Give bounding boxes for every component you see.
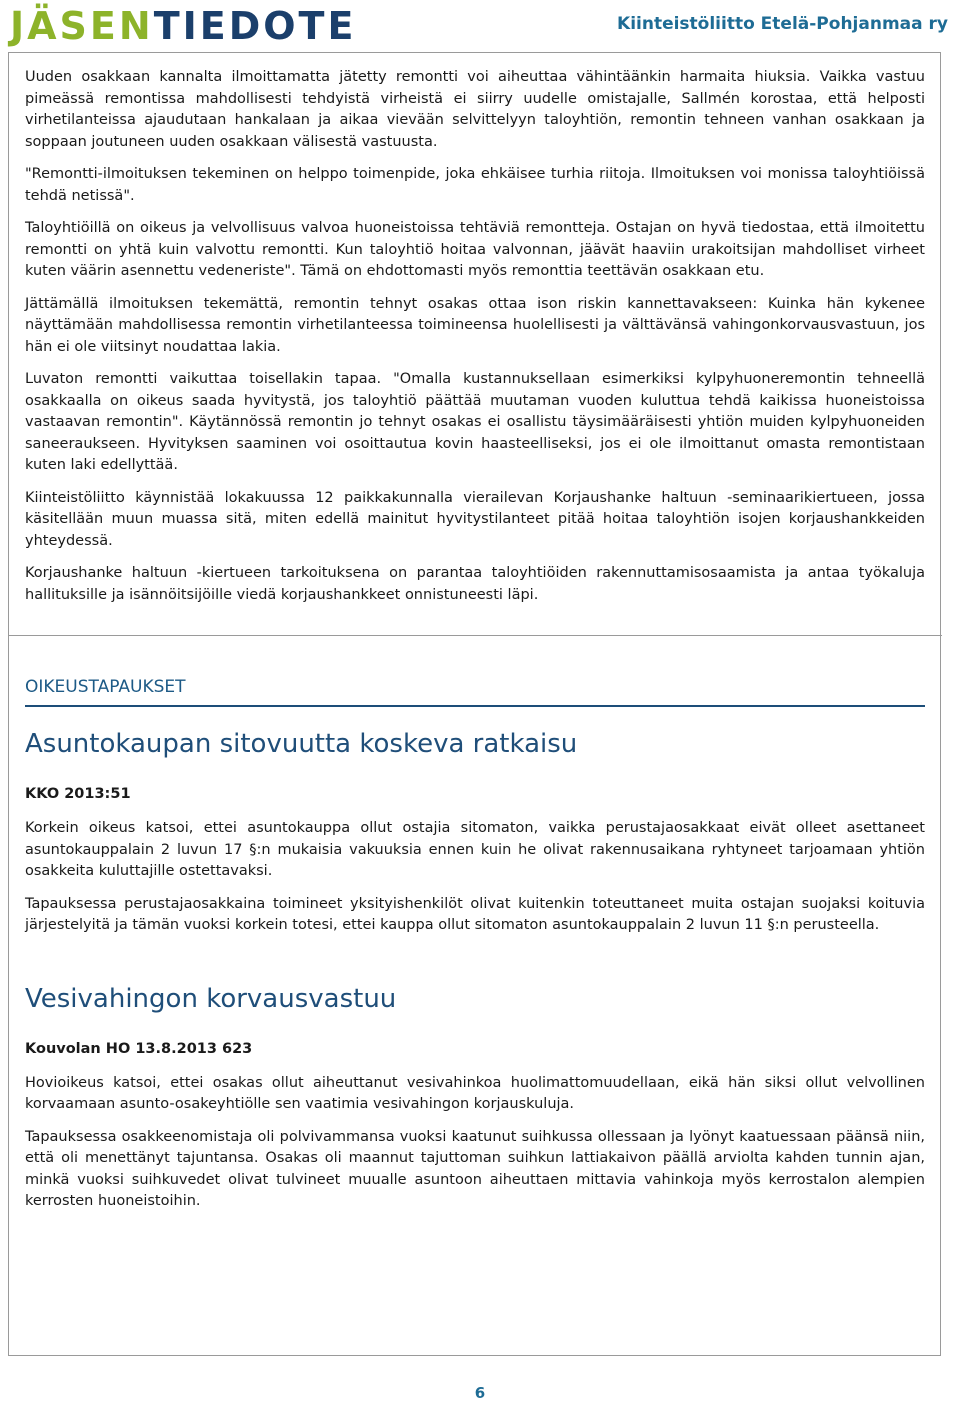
case-2-title: Vesivahingon korvausvastuu <box>25 983 397 1014</box>
organization-name: Kiinteistöliitto Etelä-Pohjanmaa ry <box>617 14 948 34</box>
case-1-paragraph-1: Korkein oikeus katsoi, ettei asuntokauppa ollut ostajia sitomaton, vaikka perustajaosakkaat eivät olleet asettaneet asuntokauppalain 2 luvun 17 §:n mukaisia vakuuksia ennen kuin he olivat rakennusaikana ryhtyneet tarjoamaan yhtiön osakkeita kuluttajille ostettavaksi. <box>25 820 925 879</box>
case-2-paragraph-2: Tapauksessa osakkeenomistaja oli polvivammansa vuoksi kaatunut suihkussa ollessaan ja lyönyt kaatuessaan päänsä niin, että oli menettänyt tajuntansa. Osakas oli maannut tajuttoman suihkun lattiakaivon päällä arviolta kahden tunnin ajan, minkä vuoksi suihkuvedet olivat tulvineet muualle asuntoon aiheuttaen mittavia vahinkoja myös kerrostalon alempien kerrosten huoneistoihin. <box>25 1128 925 1209</box>
intro-paragraph-1: Uuden osakkaan kannalta ilmoittamatta jätetty remontti voi aiheuttaa vähintäänkin harmaita hiuksia. Vaikka vastuu pimeässä remontissa mahdollisesti tehdyistä virheistä ei siirry uudelle omistajalle, Sallmén korostaa, että helposti virhetilanteissa ajaudutaan hankalaan ja aikaa vievään selvittelyyn taloyhtiön, remontin tehneen vanhan osakkaan ja soppaan joutuneen uuden osakkaan välisestä vastuusta. <box>25 69 925 150</box>
case-1-title: Asuntokaupan sitovuutta koskeva ratkaisu <box>25 729 578 759</box>
article-body <box>25 67 925 1224</box>
jasentiedote-logo <box>10 4 356 48</box>
intro-paragraph-5: Luvaton remontti vaikuttaa toisellakin tapaa. "Omalla kustannuksellaan esimerkiksi kylpyhuoneremontin tehneellä osakkaalla on oikeus saada hyvitystä, jos taloyhtiö päättää muutaman vuoden kuluttua tehdä kaikissa huoneistoissa vastaavan remontin". Käytännössä remontin jo tehnyt osakas ei osallistu täysimääräisesti yhtiön muiden kylpyhuoneiden saneeraukseen. Hyvityksen saaminen voi osoittautua kovin haasteelliseksi, jos ei ole ilmoittanut omasta remontistaan kuten laki edellyttää. <box>25 371 925 473</box>
intro-paragraph-2: "Remontti-ilmoituksen tekeminen on helppo toimenpide, joka ehkäisee turhia riitoja. Ilmoituksen voi monissa taloyhtiöissä tehdä netissä". <box>25 166 925 204</box>
case-1-reference: KKO 2013:51 <box>25 786 131 802</box>
intro-paragraph-7: Korjaushanke haltuun -kiertueen tarkoituksena on parantaa taloyhtiöiden rakennuttamisosaamista ja antaa työkaluja hallituksille ja isännöitsijöille viedä korjaushankkeet onnistuneesti läpi. <box>25 565 925 603</box>
logo-part-jasen: JÄSEN <box>10 4 154 48</box>
page-header <box>0 0 960 52</box>
section-divider <box>8 635 942 636</box>
logo-part-tiedote: TIEDOTE <box>153 4 357 48</box>
intro-paragraph-4: Jättämällä ilmoituksen tekemättä, remontin tehnyt osakas ottaa ison riskin kannettavakseen: Kuinka hän kykenee näyttämään mahdollisessa remontin virhetilanteessa toimineensa huolellisesti ja välttävänsä vahingonkorvausvastuun, jos hän ei ole viitsinyt noudattaa lakia. <box>25 295 925 355</box>
intro-paragraph-6: Kiinteistöliitto käynnistää lokakuussa 12 paikkakunnalla vierailevan Korjaushanke haltuun -seminaarikiertueen, jossa käsitellään muun muassa sitä, miten edellä mainitut hyvitystilanteet pitää hoitaa taloyhtiön isojen korjaushankkeiden yhteydessä. <box>25 489 925 549</box>
page-number: 6 <box>474 1384 486 1402</box>
case-2-paragraph-1: Hovioikeus katsoi, ettei osakas ollut aiheuttanut vesivahinkoa huolimattomuudellaan, eikä hän siksi ollut velvollinen korvaamaan asunto-osakeyhtiölle sen vaatimia vesivahingon korjauskuluja. <box>25 1074 925 1112</box>
case-2-reference: Kouvolan HO 13.8.2013 623 <box>25 1040 253 1057</box>
intro-paragraph-3: Taloyhtiöillä on oikeus ja velvollisuus valvoa huoneistoissa tehtäviä remontteja. Ostajan on hyvä tiedostaa, että ilmoitettu remontti on yhtä kuin valvottu remontti. Kun taloyhtiö hoitaa valvonnan, jäävät haaviin urakoitsijan mahdolliset virheet kuten väärin asennettu vedeneriste". Tämä on ehdottomasti myös remonttia teettävän osakkaan etu. <box>25 220 925 279</box>
case-1-paragraph-2: Tapauksessa perustajaosakkaina toimineet yksityishenkilöt olivat kuitenkin toteuttaneet muita ostajan suojaksi koituvia järjestelyitä ja tämän vuoksi korkein totesi, ettei kauppa ollut sitomaton asuntokauppalain 2 luvun 11 §:n perusteella. <box>25 895 925 933</box>
section-label-oikeustapaukset: OIKEUSTAPAUKSET <box>25 676 925 707</box>
